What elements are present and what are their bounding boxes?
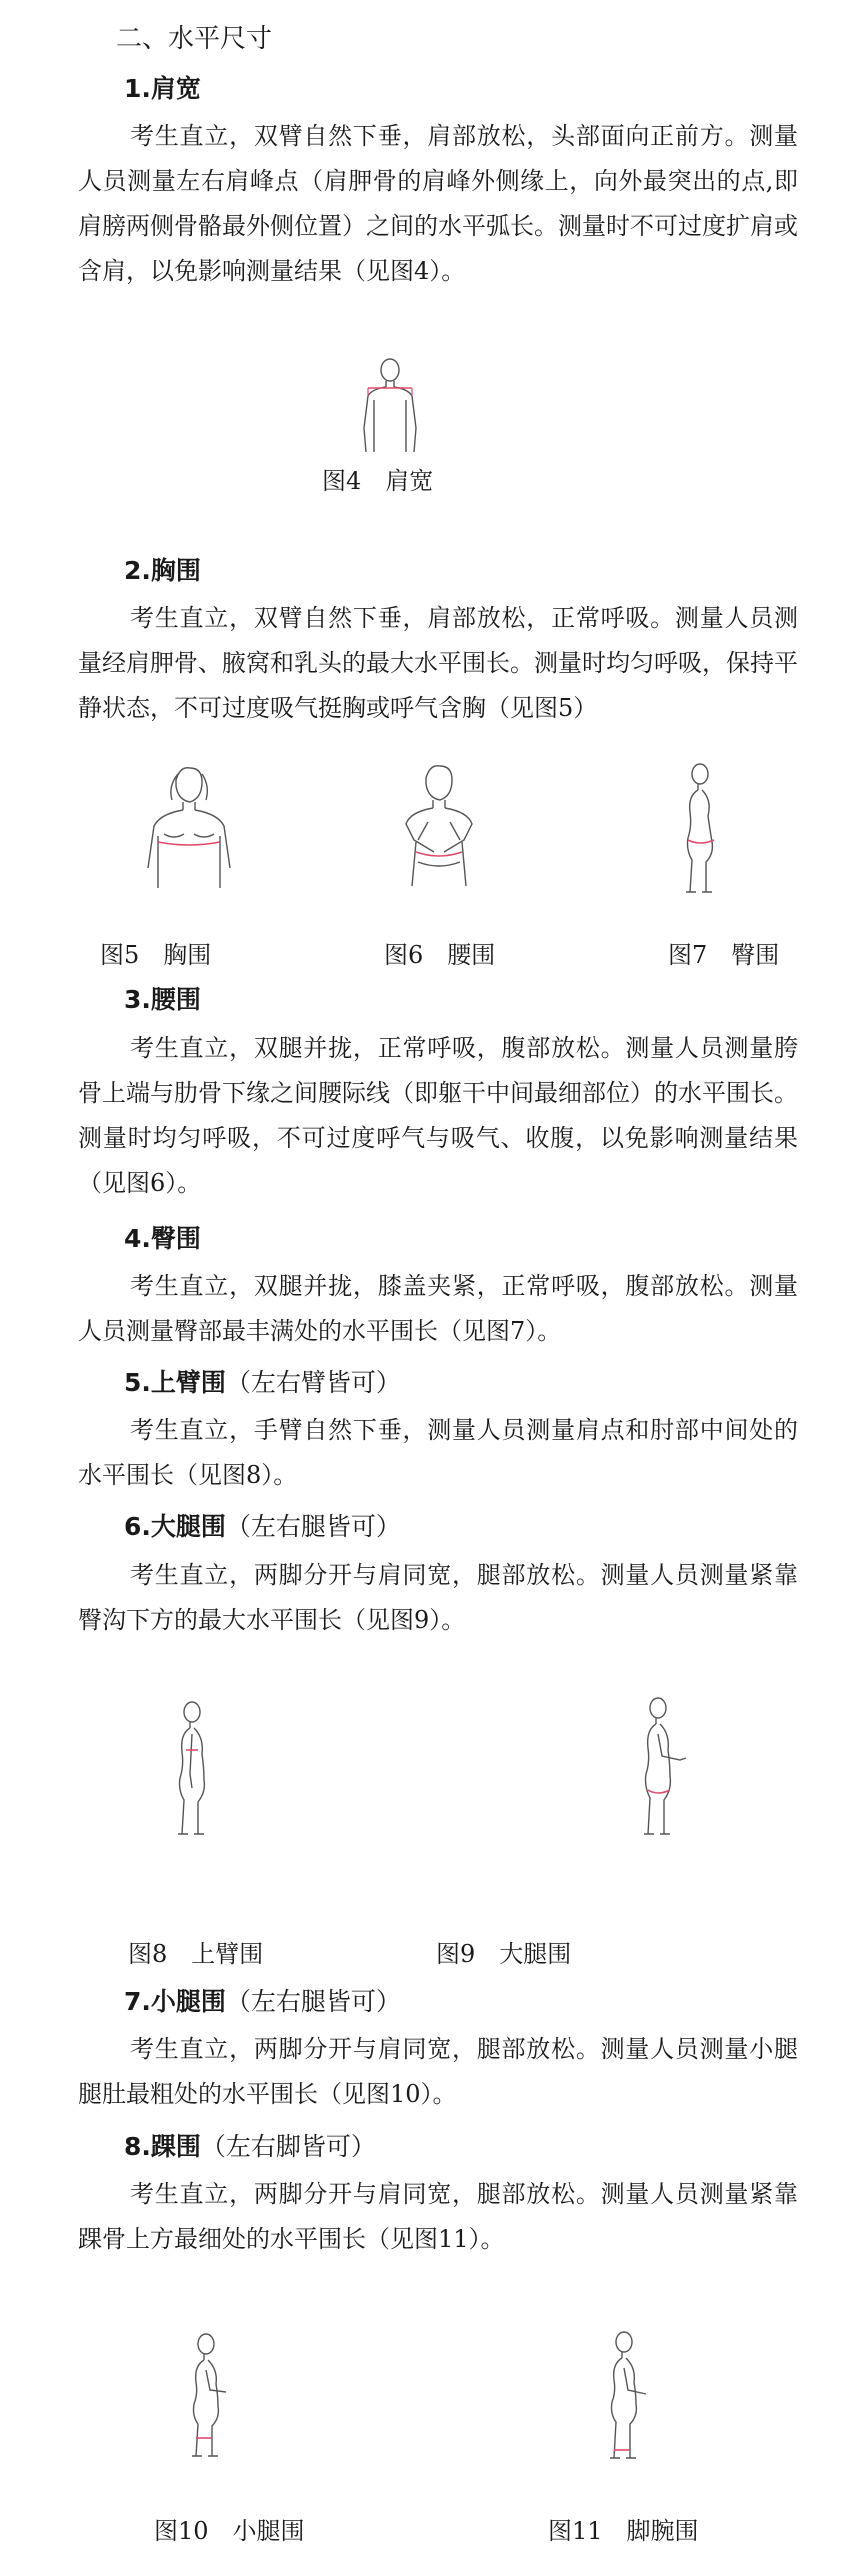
item-text-thigh: 考生直立，两脚分开与肩同宽，腿部放松。测量人员测量紧靠臀沟下方的最大水平围长（见图9）。 — [78, 1561, 798, 1634]
item-note: （左右腿皆可） — [225, 1512, 401, 1541]
item-number: 4. — [124, 1224, 151, 1253]
figure-6-waist-illustration — [378, 762, 498, 892]
item-note: （左右臂皆可） — [225, 1368, 401, 1397]
item-name: 肩宽 — [150, 74, 201, 103]
figure-5-chest-illustration — [128, 764, 248, 894]
figure-10-calf-illustration — [170, 2330, 250, 2460]
item-name: 踝围 — [150, 2132, 201, 2161]
figure-11-ankle-illustration — [590, 2328, 670, 2462]
item-number: 1. — [124, 74, 151, 103]
caption-fig6: 图6 腰围 — [384, 941, 496, 969]
item-text-waist: 考生直立，双腿并拢，正常呼吸，腹部放松。测量人员测量胯骨上端与肋骨下缘之间腰际线（即躯干中间最细部位）的水平围长。测量时均匀呼吸，不可过度呼气与吸气、收腹，以免影响测量结果（见图6）。 — [78, 1034, 798, 1197]
item-number: 8. — [124, 2132, 151, 2161]
figure-4-shoulder-illustration — [350, 356, 430, 456]
item-name: 上臂围 — [150, 1368, 226, 1397]
item-text-ankle: 考生直立，两脚分开与肩同宽，腿部放松。测量人员测量紧靠踝骨上方最细处的水平围长（见图11）。 — [78, 2180, 798, 2253]
item-name: 腰围 — [150, 985, 201, 1014]
caption-fig9: 图9 大腿围 — [436, 1940, 572, 1968]
item-heading-shoulder — [124, 72, 201, 106]
item-text-calf: 考生直立，两脚分开与肩同宽，腿部放松。测量人员测量小腿腿肚最粗处的水平围长（见图10）。 — [78, 2035, 798, 2108]
section-title: 二、水平尺寸 — [116, 24, 273, 54]
item-heading-chest — [124, 554, 201, 588]
item-heading-hip — [124, 1222, 201, 1256]
item-text-shoulder: 考生直立，双臂自然下垂，肩部放松，头部面向正前方。测量人员测量左右肩峰点（肩胛骨的肩峰外侧缘上，向外最突出的点,即肩膀两侧骨骼最外侧位置）之间的水平弧长。测量时不可过度扩肩或含肩，以免影响测量结果（见图4）。 — [78, 122, 798, 285]
item-number: 2. — [124, 556, 151, 585]
item-heading-calf — [124, 1985, 401, 2019]
item-number: 5. — [124, 1368, 151, 1397]
caption-fig10: 图10 小腿围 — [154, 2517, 305, 2545]
item-note: （左右腿皆可） — [225, 1987, 401, 2016]
item-name: 大腿围 — [150, 1512, 226, 1541]
item-text-hip: 考生直立，双腿并拢，膝盖夹紧，正常呼吸，腹部放松。测量人员测量臀部最丰满处的水平围长（见图7）。 — [78, 1272, 798, 1345]
caption-fig5: 图5 胸围 — [100, 941, 212, 969]
caption-fig4: 图4 肩宽 — [322, 467, 434, 495]
item-heading-upper-arm — [124, 1366, 401, 1400]
figure-7-hip-illustration — [666, 760, 736, 896]
item-name: 臀围 — [150, 1224, 201, 1253]
item-number: 6. — [124, 1512, 151, 1541]
item-text-chest: 考生直立，双臂自然下垂，肩部放松，正常呼吸。测量人员测量经肩胛骨、腋窝和乳头的最大水平围长。测量时均匀呼吸，保持平静状态，不可过度吸气挺胸或呼气含胸（见图5） — [78, 604, 798, 722]
figure-8-upper-arm-illustration — [160, 1698, 230, 1838]
item-number: 7. — [124, 1987, 151, 2016]
figure-9-thigh-illustration — [624, 1694, 704, 1838]
item-number: 3. — [124, 985, 151, 1014]
caption-fig11: 图11 脚腕围 — [548, 2517, 699, 2545]
item-name: 小腿围 — [150, 1987, 226, 2016]
item-note: （左右脚皆可） — [200, 2132, 376, 2161]
caption-fig7: 图7 臀围 — [668, 941, 780, 969]
item-text-upper-arm: 考生直立，手臂自然下垂，测量人员测量肩点和肘部中间处的水平围长（见图8）。 — [78, 1416, 798, 1489]
item-heading-thigh — [124, 1510, 401, 1544]
item-heading-waist — [124, 983, 201, 1017]
caption-fig8: 图8 上臂围 — [128, 1940, 264, 1968]
item-heading-ankle — [124, 2130, 376, 2164]
item-name: 胸围 — [150, 556, 201, 585]
